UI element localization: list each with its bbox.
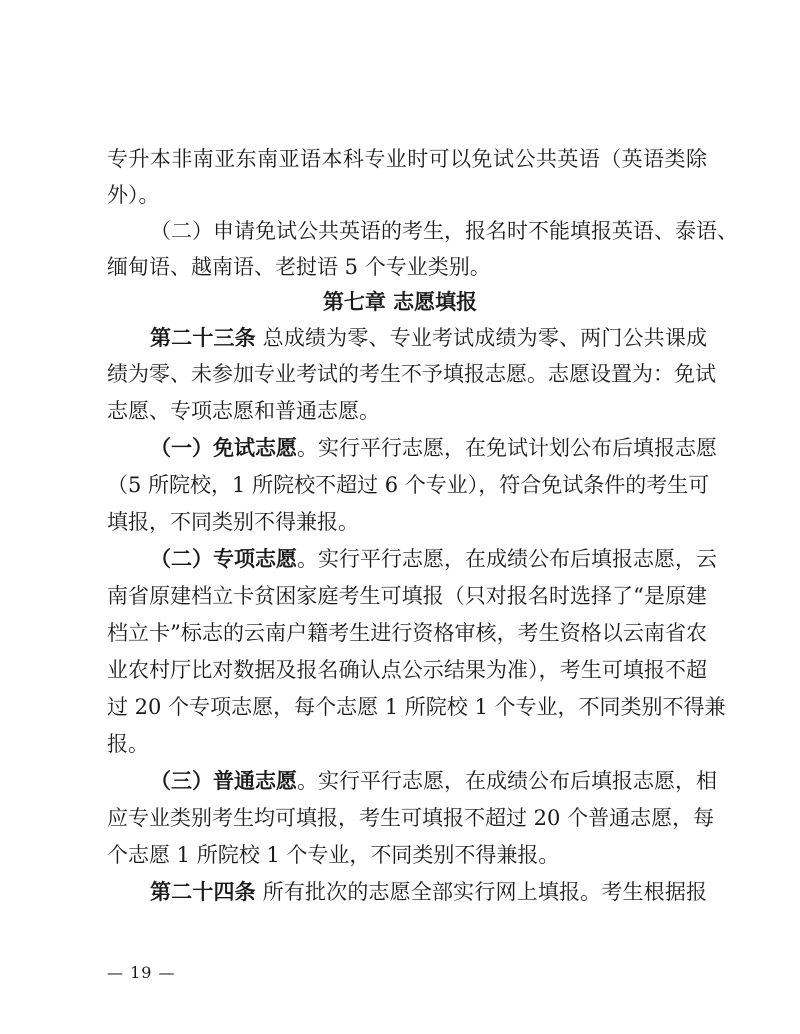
clause-text: 。实行平行志愿，在成绩公布后填报志愿，相: [297, 769, 717, 793]
clause-text: 。实行平行志愿，在成绩公布后填报志愿，云: [297, 547, 717, 571]
article-text: 所有批次的志愿全部实行网上填报。考生根据报: [255, 880, 708, 904]
text-line: 南省原建档立卡贫困家庭考生可填报（只对报名时选择了“是原建: [107, 584, 707, 608]
article-24-first-line: [150, 877, 707, 907]
text-line: 档立卡”标志的云南户籍考生进行资格审核，考生资格以云南省农: [107, 621, 707, 645]
clause-3-first-line: [150, 766, 717, 796]
article-label: 第二十四条: [150, 880, 256, 904]
clause-1-first-line: [150, 433, 717, 463]
text-line: 外）。: [107, 183, 160, 207]
text-line: 业农村厅比对数据及报名确认点公示结果为准），考生可填报不超: [107, 658, 707, 682]
text-line: 绩为零、未参加专业考试的考生不予填报志愿。志愿设置为：免试: [107, 362, 716, 386]
text-line: 志愿、专项志愿和普通志愿。: [107, 399, 380, 423]
text-line: 报。: [107, 732, 149, 756]
text-line: 专升本非南亚东南亚语本科专业时可以免试公共英语（英语类除: [107, 147, 707, 171]
text-line: 填报，不同类别不得兼报。: [107, 510, 359, 534]
clause-text: 。实行平行志愿，在免试计划公布后填报志愿: [297, 436, 717, 460]
text-line: 缅甸语、越南语、老挝语 5 个专业类别。: [107, 255, 491, 279]
text-line: （5 所院校，1 所院校不超过 6 个专业），符合免试条件的考生可: [107, 473, 710, 497]
text-line: 过 20 个专项志愿，每个志愿 1 所院校 1 个专业，不同类别不得兼: [107, 695, 726, 719]
clause-label: （三）普通志愿: [150, 769, 297, 793]
page-number: — 19 —: [107, 963, 176, 982]
article-label: 第二十三条: [150, 326, 256, 350]
clause-label: （一）免试志愿: [150, 436, 297, 460]
text-line: 个志愿 1 所院校 1 个专业，不同类别不得兼报。: [107, 843, 560, 867]
text-line: 应专业类别考生均可填报，考生可填报不超过 20 个普通志愿，每: [107, 806, 715, 830]
article-23-first-line: [150, 323, 707, 353]
clause-2-first-line: [150, 544, 717, 574]
chapter-title: 第七章 志愿填报: [322, 290, 478, 314]
text-line: （二）申请免试公共英语的考生，报名时不能填报英语、泰语、: [150, 219, 738, 243]
clause-label: （二）专项志愿: [150, 547, 297, 571]
article-text: 总成绩为零、专业考试成绩为零、两门公共课成: [255, 326, 708, 350]
